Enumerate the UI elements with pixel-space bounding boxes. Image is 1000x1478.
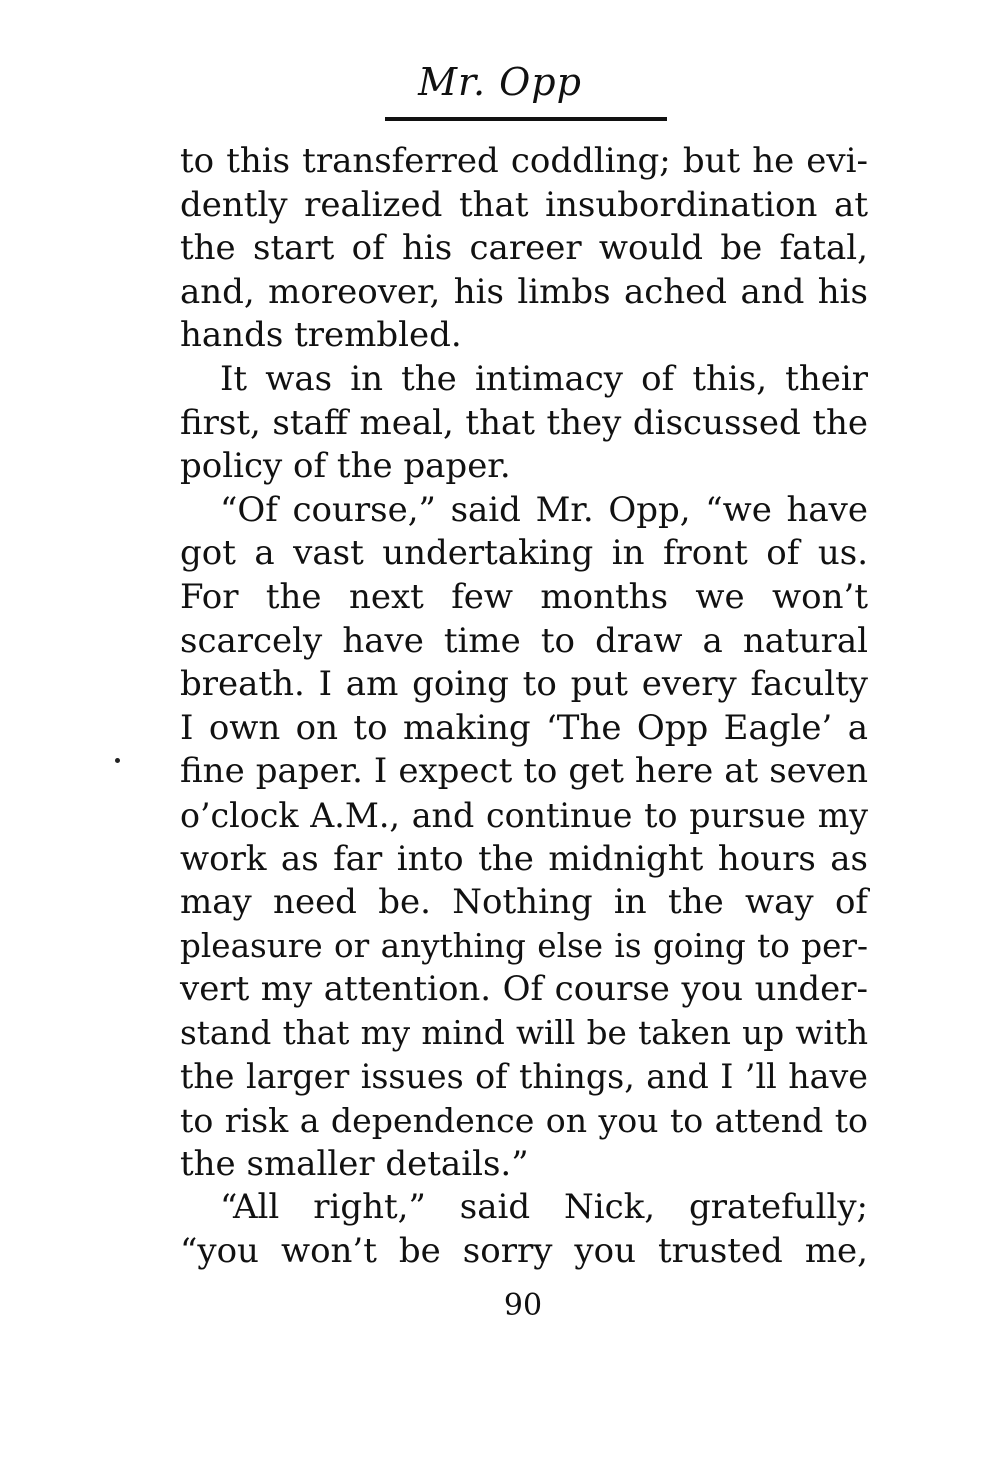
text-line: policy of the paper. [180,446,511,487]
text-line: work as far into the midnight hours as [180,838,868,879]
text-line: vert my attention. Of course you under- [180,969,868,1010]
margin-speck [115,758,120,763]
text-line: may need be. Nothing in the way of [180,882,868,923]
text-line: got a vast undertaking in front of us. [180,533,868,574]
text-line: stand that my mind will be taken up with [180,1013,868,1052]
header-rule [385,117,667,121]
text-line: to risk a dependence on you to attend to [180,1101,868,1141]
text-line: “Of course,” said Mr. Opp, “we have [220,489,868,530]
text-line: “you won’t be sorry you trusted me, [180,1230,868,1271]
body-text [180,140,868,1273]
text-line: I own on to making ‘The Opp Eagle’ a [180,707,868,748]
text-line: the start of his career would be fatal, [180,228,868,269]
running-head: Mr. Opp [418,60,582,104]
text-line: scarcely have time to draw a natural [180,620,868,661]
page-number: 90 [503,1288,543,1323]
text-line: It was in the intimacy of this, their [220,358,868,399]
text-line: to this transferred coddling; but he evi- [180,141,868,181]
text-line: and, moreover, his limbs ached and his [180,271,868,312]
text-line: breath. I am going to put every faculty [180,664,868,705]
text-line: dently realized that insubordination at [180,184,868,225]
text-line: “All right,” said Nick, gratefully; [220,1187,868,1228]
text-line: the smaller details.” [180,1143,529,1184]
text-line: fine paper. I expect to get here at seven [180,751,868,792]
text-line: first, staff meal, that they discussed the [180,402,868,443]
text-line: For the next few months we won’t [180,576,868,617]
text-line: o’clock A.M., and continue to pursue my [180,795,868,835]
text-line: the larger issues of things, and I ’ll have [180,1057,868,1097]
text-line: hands trembled. [180,315,462,356]
text-line: pleasure or anything else is going to per- [180,926,868,965]
